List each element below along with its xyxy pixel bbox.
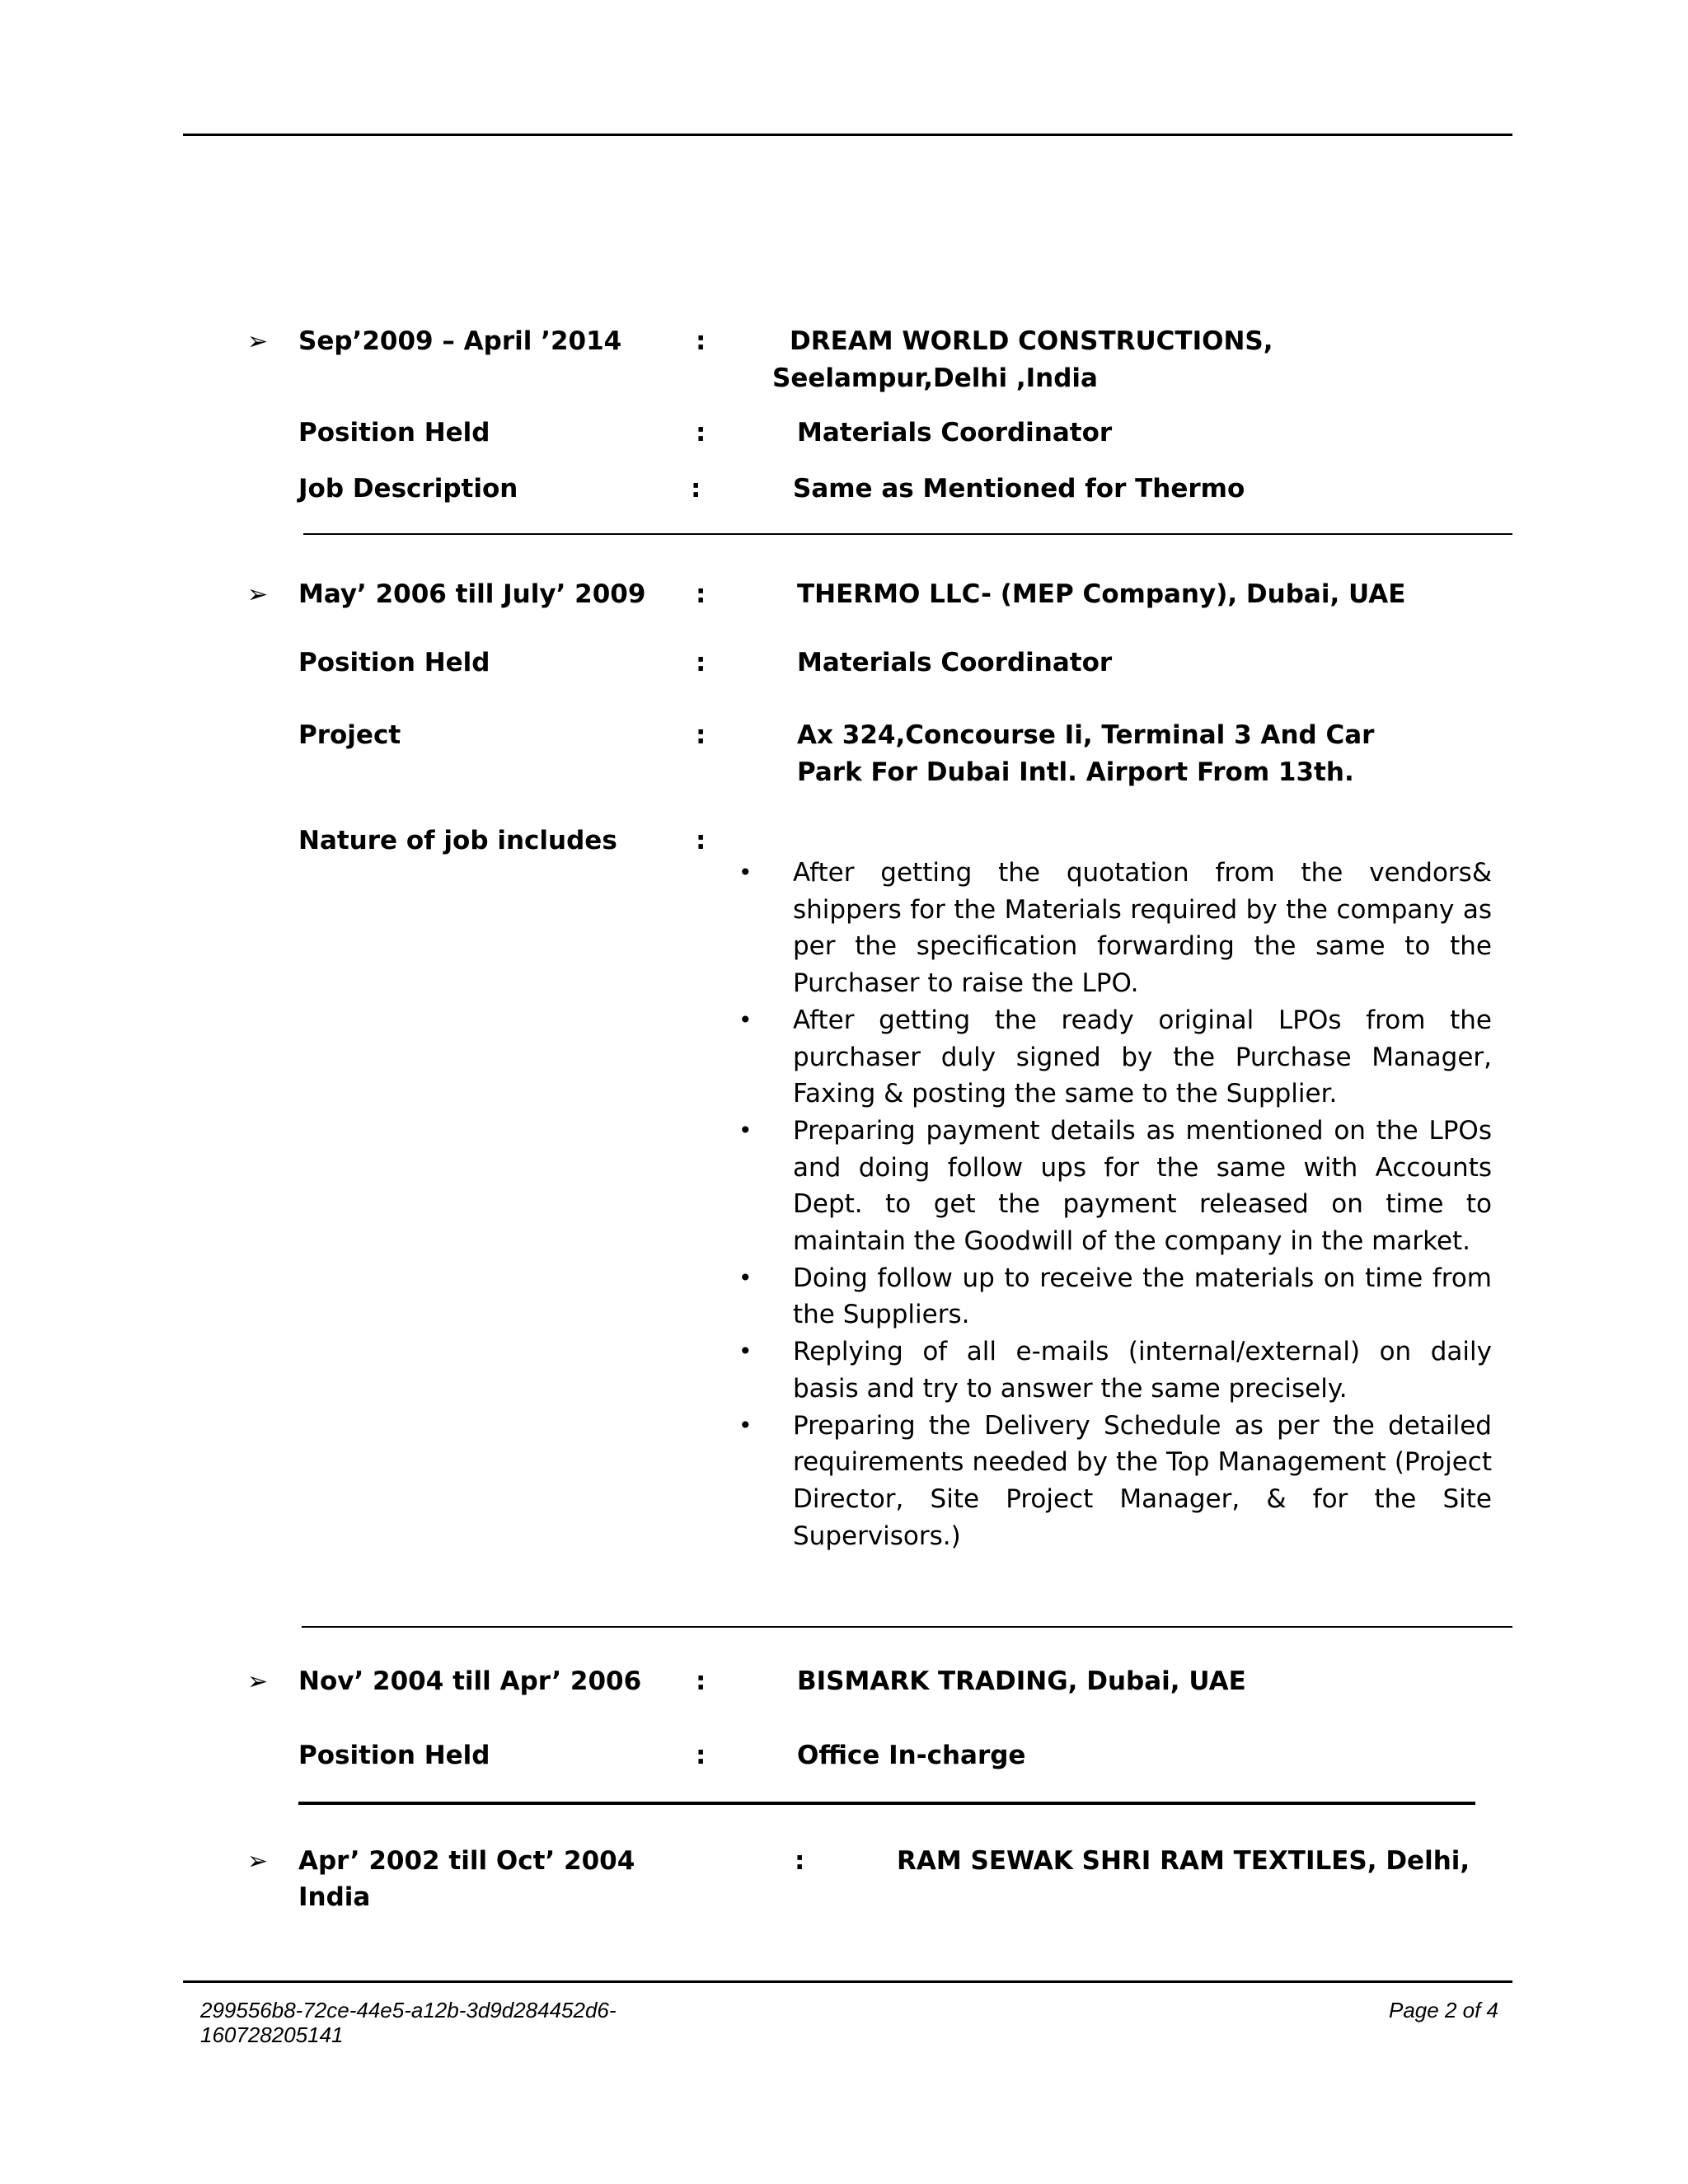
document-id	[200, 1998, 695, 2047]
list-item	[738, 1260, 1492, 1333]
company-name: RAM SEWAK SHRI RAM TEXTILES, Delhi,	[897, 1846, 1470, 1876]
project-line-2: Park For Dubai Intl. Airport From 13th.	[797, 757, 1354, 787]
company-name: THERMO LLC- (MEP Company), Dubai, UAE	[797, 579, 1406, 609]
duty-text: Doing follow up to receive the materials on time from the Suppliers.	[793, 1263, 1492, 1330]
entry-period: Sep’2009 – April ’2014	[298, 326, 622, 356]
bullet-icon: •	[738, 1005, 753, 1033]
colon: :	[696, 418, 706, 448]
section-divider	[298, 1802, 1475, 1805]
entry-period: Nov’ 2004 till Apr’ 2006	[298, 1666, 642, 1696]
colon: :	[696, 579, 706, 609]
position-label: Position Held	[298, 648, 490, 677]
colon: :	[696, 1666, 706, 1696]
duty-text: Preparing the Delivery Schedule as per the detailed requirements needed by the Top Management (Project Director, Site Project Manager, & for the Site Supervisors.)	[793, 1410, 1492, 1551]
entry-period: Apr’ 2002 till Oct’ 2004	[298, 1846, 635, 1876]
bullet-icon: •	[738, 1116, 753, 1144]
list-item	[738, 1002, 1492, 1113]
entry-period-continued: India	[298, 1882, 371, 1912]
project-label: Project	[298, 720, 401, 750]
bullet-icon: •	[738, 1263, 753, 1291]
header-rule	[183, 134, 1512, 136]
list-item	[738, 855, 1492, 1002]
document-id-line-1: 299556b8-72ce-44e5-a12b-3d9d284452d6-	[200, 1998, 617, 2022]
position-value: Office In-charge	[797, 1741, 1026, 1770]
bullet-icon: •	[738, 859, 753, 886]
section-divider	[302, 1626, 1512, 1628]
project-line-1: Ax 324,Concourse Ii, Terminal 3 And Car	[797, 720, 1375, 750]
arrow-bullet-icon: ➢	[247, 327, 269, 356]
list-item	[738, 1408, 1492, 1555]
duty-text: After getting the ready original LPOs from the purchaser duly signed by the Purchase Manager, Faxing & posting the same to the Supplier.	[793, 1005, 1492, 1109]
duty-text: After getting the quotation from the vendors& shippers for the Materials required by the company as per the specification forwarding the same to the Purchaser to raise the LPO.	[793, 858, 1492, 999]
position-label: Position Held	[298, 1741, 490, 1770]
arrow-bullet-icon: ➢	[247, 1667, 269, 1696]
page-number: Page 2 of 4	[1389, 1998, 1498, 2022]
company-name: BISMARK TRADING, Dubai, UAE	[797, 1666, 1246, 1696]
colon: :	[696, 326, 706, 356]
section-divider	[303, 533, 1512, 535]
footer-rule	[183, 1980, 1512, 1983]
nature-of-job-label: Nature of job includes	[298, 826, 617, 855]
duty-text: Preparing payment details as mentioned on the LPOs and doing follow ups for the same with Accounts Dept. to get the payment released on time to maintain the Goodwill of the company in the market.	[793, 1115, 1492, 1257]
entry-period: May’ 2006 till July’ 2009	[298, 579, 646, 609]
list-item	[738, 1333, 1492, 1407]
company-name: DREAM WORLD CONSTRUCTIONS,	[790, 326, 1273, 356]
colon: :	[696, 648, 706, 677]
position-value: Materials Coordinator	[797, 648, 1113, 677]
bullet-icon: •	[738, 1338, 753, 1366]
bullet-icon: •	[738, 1411, 753, 1439]
document-id-line-2: 160728205141	[200, 2022, 344, 2047]
list-item	[738, 1113, 1492, 1260]
colon: :	[696, 1741, 706, 1770]
job-description-value: Same as Mentioned for Thermo	[793, 474, 1245, 504]
colon: :	[795, 1846, 805, 1876]
position-label: Position Held	[298, 418, 490, 448]
duty-text: Replying of all e-mails (internal/external) on daily basis and try to answer the same precisely.	[793, 1337, 1492, 1404]
colon: :	[696, 826, 706, 855]
arrow-bullet-icon: ➢	[247, 1847, 269, 1876]
arrow-bullet-icon: ➢	[247, 580, 269, 609]
duties-list	[738, 855, 1492, 1554]
colon: :	[691, 474, 701, 504]
colon: :	[696, 720, 706, 750]
position-value: Materials Coordinator	[797, 418, 1113, 448]
job-description-label: Job Description	[298, 474, 518, 504]
company-location: Seelampur,Delhi ,India	[772, 363, 1098, 393]
